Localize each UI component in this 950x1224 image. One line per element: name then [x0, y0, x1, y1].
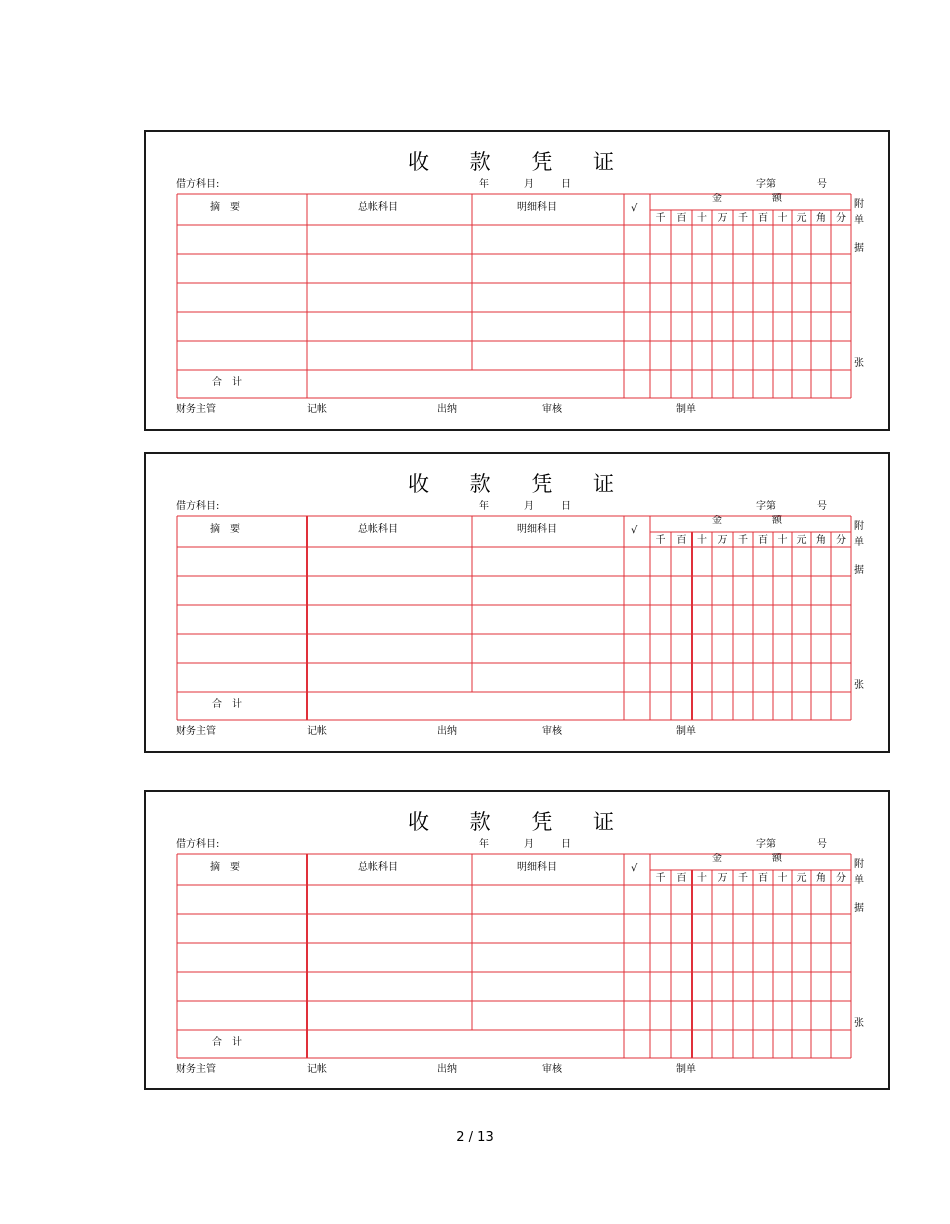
voucher-title: 收 款 凭 证	[408, 472, 632, 496]
document-label: 单	[854, 537, 864, 548]
digit-header: 百	[758, 213, 768, 224]
digit-header: 十	[697, 535, 707, 546]
number-suffix-label: 号	[817, 839, 827, 850]
grid-lines	[177, 194, 851, 398]
debit-account-label: 借方科目:	[176, 179, 220, 190]
digit-header: 角	[816, 873, 826, 884]
digit-header: 千	[655, 213, 666, 224]
cashier-label: 出纳	[437, 726, 457, 737]
day-label: 日	[561, 179, 571, 190]
prepared-by-label: 制单	[676, 726, 696, 737]
digit-header: 十	[777, 535, 788, 546]
cashier-label: 出纳	[437, 404, 457, 415]
digit-header: 十	[697, 873, 707, 884]
finance-manager-label: 财务主管	[176, 1064, 216, 1075]
digit-header: 万	[717, 213, 728, 224]
grid-lines	[177, 854, 851, 1058]
receipt-label: 据	[854, 565, 864, 576]
attach-label: 附	[854, 859, 864, 870]
receipt-voucher	[144, 130, 890, 431]
day-label: 日	[561, 501, 571, 512]
summary-header: 摘 要	[210, 862, 240, 873]
amount-digit-headers	[656, 533, 847, 546]
digit-header: 千	[738, 213, 748, 224]
summary-header: 摘 要	[210, 202, 240, 213]
receipt-voucher	[144, 452, 890, 753]
digit-header: 千	[655, 535, 666, 546]
review-label: 审核	[542, 726, 562, 737]
bookkeeping-label: 记帐	[307, 1064, 327, 1075]
digit-header: 千	[738, 873, 748, 884]
month-label: 月	[524, 839, 534, 850]
digit-header: 千	[738, 535, 748, 546]
bookkeeping-label: 记帐	[307, 726, 327, 737]
review-label: 审核	[542, 1064, 562, 1075]
voucher-number-label: 字第	[756, 839, 776, 850]
amount-digit-headers	[656, 211, 847, 224]
sheets-label: 张	[854, 1018, 864, 1029]
number-suffix-label: 号	[817, 501, 827, 512]
finance-manager-label: 财务主管	[176, 404, 216, 415]
month-label: 月	[524, 179, 534, 190]
total-label: 合 计	[212, 377, 242, 388]
cashier-label: 出纳	[437, 1064, 457, 1075]
finance-manager-label: 财务主管	[176, 726, 216, 737]
check-header: √	[631, 203, 638, 214]
page-indicator: 2 / 13	[456, 1130, 494, 1145]
receipt-label: 据	[854, 903, 864, 914]
detail-account-header: 明细科目	[517, 202, 557, 213]
digit-header: 分	[836, 213, 846, 224]
year-label: 年	[479, 179, 489, 190]
digit-header: 角	[816, 535, 826, 546]
attach-label: 附	[854, 199, 864, 210]
general-account-header: 总帐科目	[358, 524, 398, 535]
review-label: 审核	[542, 404, 562, 415]
summary-header: 摘 要	[210, 524, 240, 535]
voucher-grid	[176, 515, 854, 723]
digit-header: 元	[796, 535, 807, 546]
amount-header: 金 额	[712, 193, 782, 204]
receipt-voucher	[144, 790, 890, 1090]
voucher-title: 收 款 凭 证	[408, 150, 632, 174]
document-label: 单	[854, 875, 864, 886]
voucher-grid	[176, 853, 854, 1061]
digit-header: 百	[676, 535, 687, 546]
voucher-number-label: 字第	[756, 501, 776, 512]
digit-header: 十	[777, 213, 788, 224]
day-label: 日	[561, 839, 571, 850]
digit-header: 百	[676, 213, 687, 224]
month-label: 月	[524, 501, 534, 512]
digit-header: 百	[758, 535, 768, 546]
voucher-title: 收 款 凭 证	[408, 810, 632, 834]
number-suffix-label: 号	[817, 179, 827, 190]
digit-header: 百	[676, 873, 687, 884]
amount-header: 金 额	[712, 515, 782, 526]
total-label: 合 计	[212, 1037, 242, 1048]
document-label: 单	[854, 215, 864, 226]
digit-header: 千	[655, 873, 666, 884]
debit-account-label: 借方科目:	[176, 839, 220, 850]
general-account-header: 总帐科目	[358, 862, 398, 873]
detail-account-header: 明细科目	[517, 524, 557, 535]
detail-account-header: 明细科目	[517, 862, 557, 873]
voucher-grid	[176, 193, 854, 401]
voucher-number-label: 字第	[756, 179, 776, 190]
prepared-by-label: 制单	[676, 404, 696, 415]
amount-digit-headers	[656, 871, 847, 884]
digit-header: 元	[796, 873, 807, 884]
digit-header: 元	[796, 213, 807, 224]
check-header: √	[631, 525, 638, 536]
digit-header: 万	[717, 535, 728, 546]
digit-header: 百	[758, 873, 768, 884]
sheets-label: 张	[854, 358, 864, 369]
debit-account-label: 借方科目:	[176, 501, 220, 512]
year-label: 年	[479, 501, 489, 512]
prepared-by-label: 制单	[676, 1064, 696, 1075]
sheets-label: 张	[854, 680, 864, 691]
digit-header: 万	[717, 873, 728, 884]
digit-header: 十	[777, 873, 788, 884]
attach-label: 附	[854, 521, 864, 532]
grid-lines	[177, 516, 851, 720]
digit-header: 分	[836, 873, 846, 884]
bookkeeping-label: 记帐	[307, 404, 327, 415]
receipt-label: 据	[854, 243, 864, 254]
year-label: 年	[479, 839, 489, 850]
digit-header: 分	[836, 535, 846, 546]
digit-header: 十	[697, 213, 707, 224]
digit-header: 角	[816, 213, 826, 224]
amount-header: 金 额	[712, 853, 782, 864]
total-label: 合 计	[212, 699, 242, 710]
general-account-header: 总帐科目	[358, 202, 398, 213]
check-header: √	[631, 863, 638, 874]
